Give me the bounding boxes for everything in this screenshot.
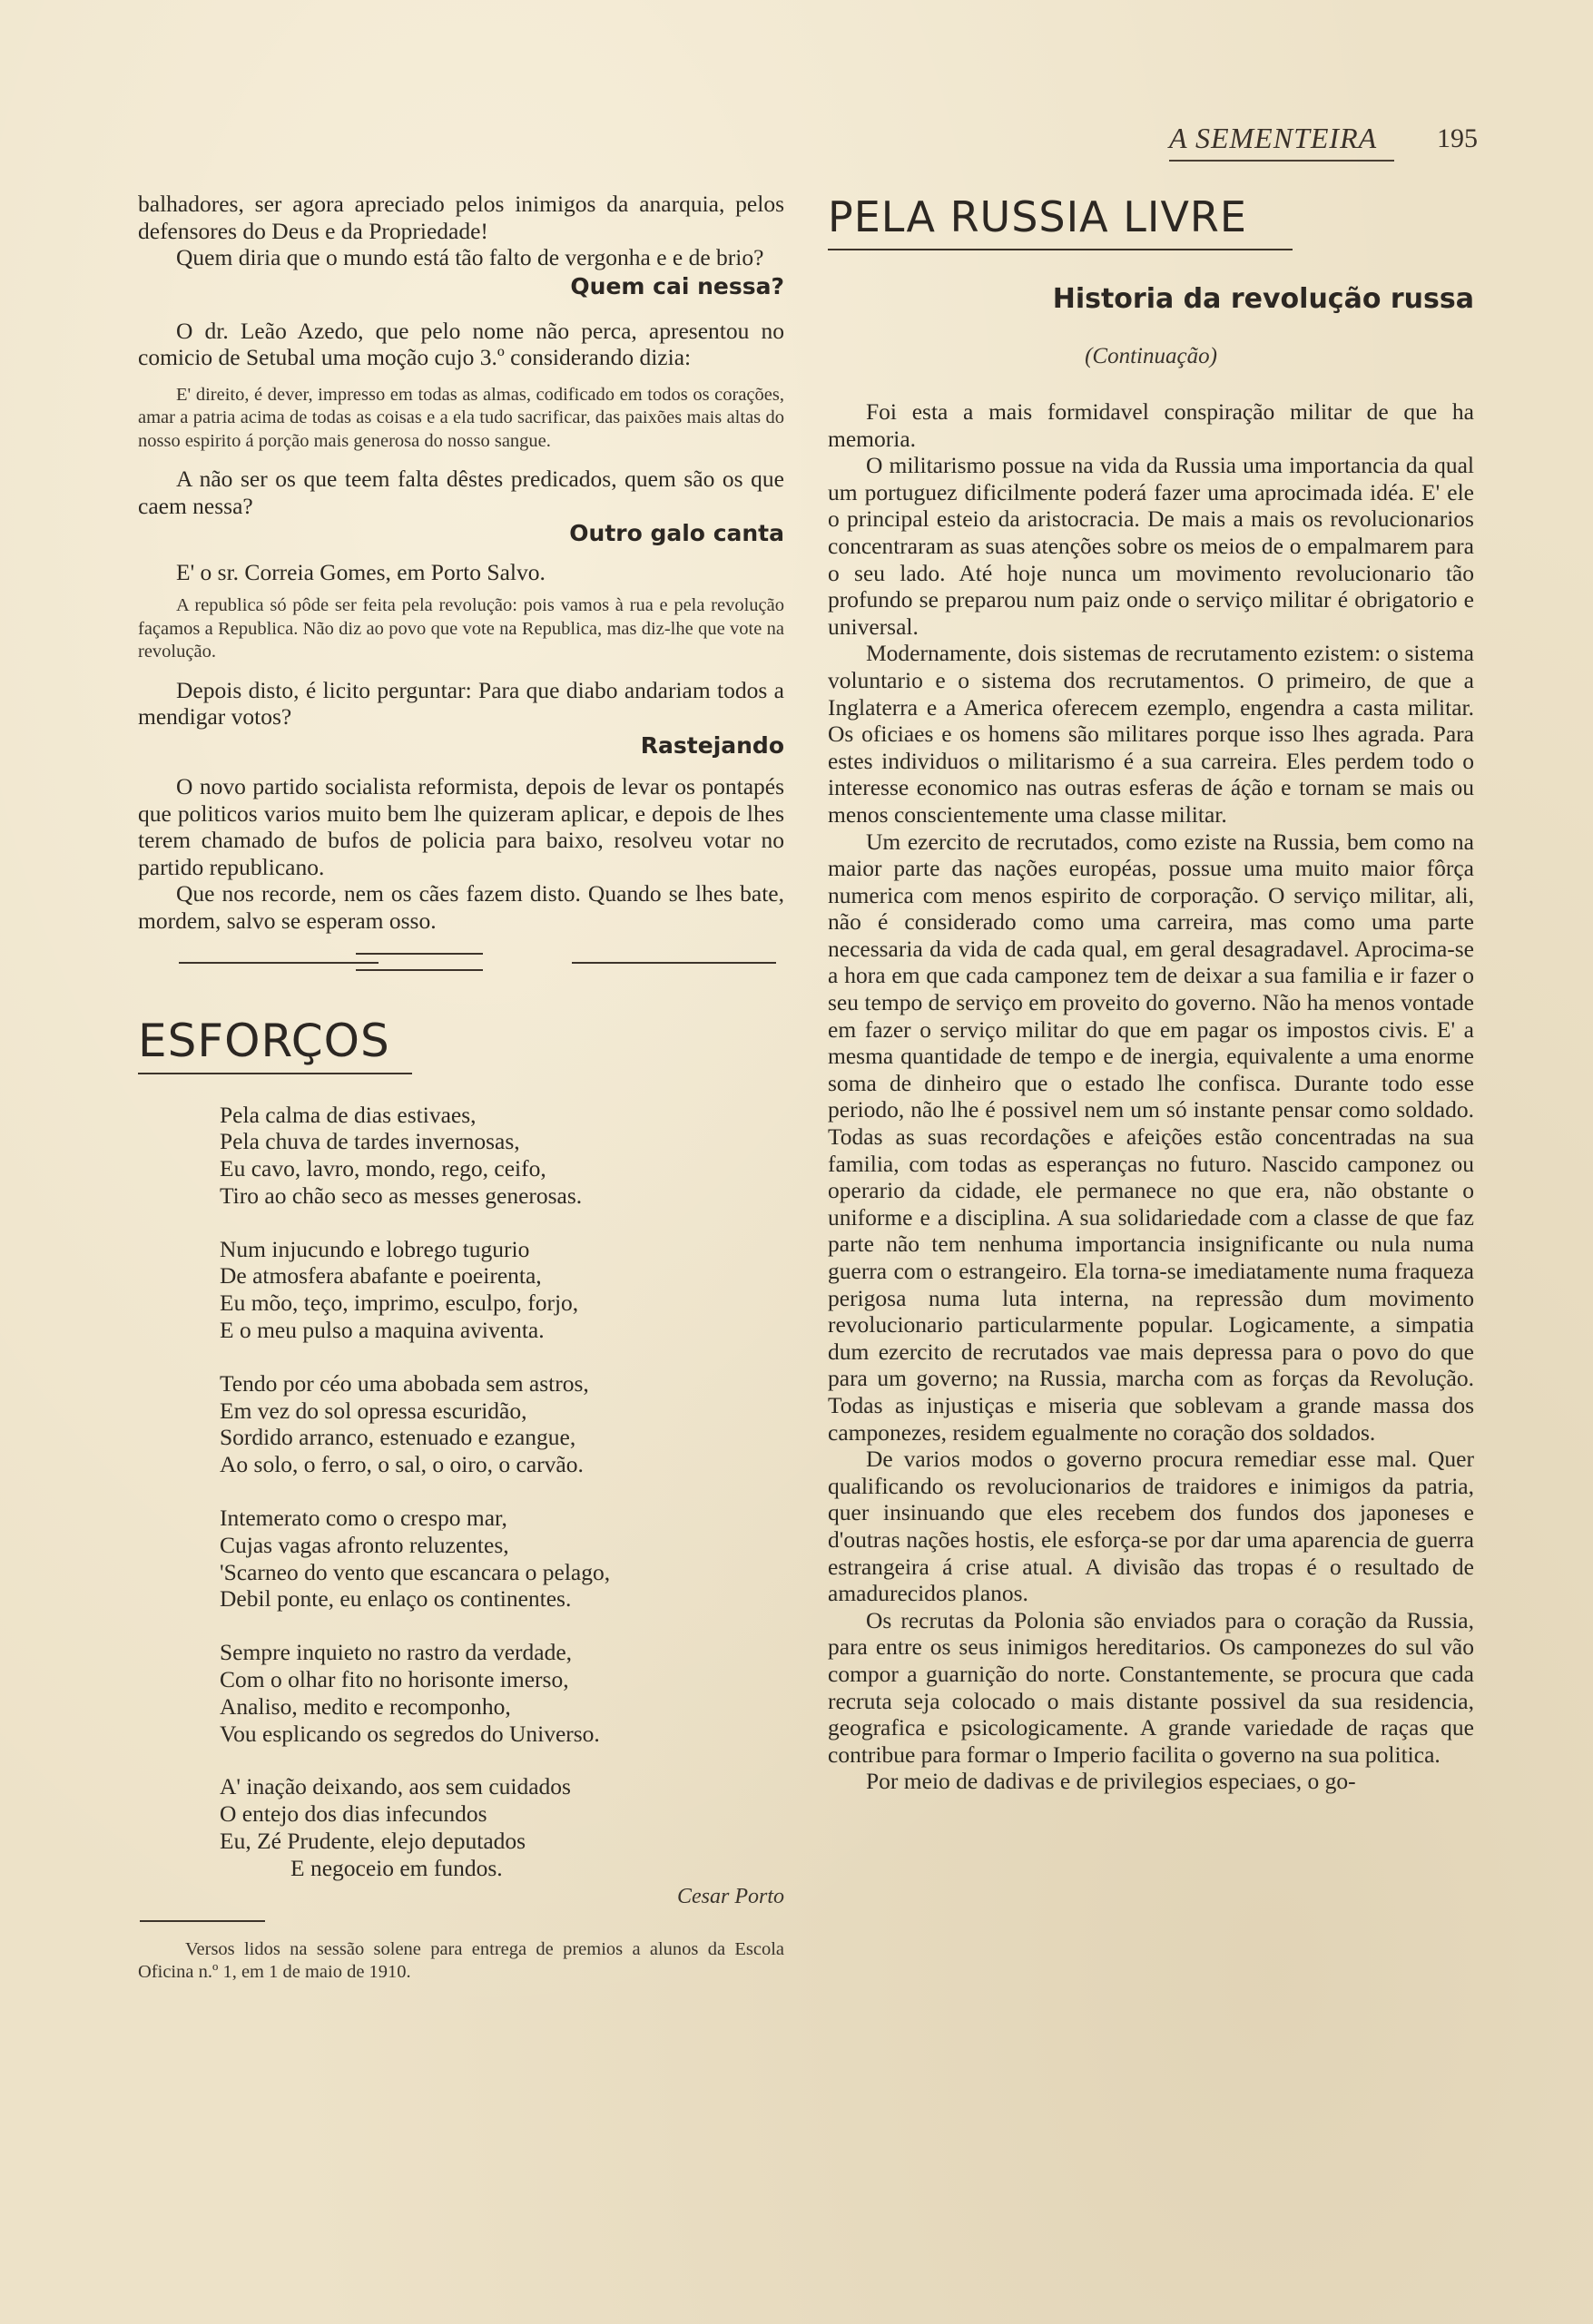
paragraph: O novo partido socialista reformista, depois de levar os pontapés que politicos varios muito bem lhe quizeram aplicar, e depois de lhes terem chamado de bufos de policia para baixo, resolveu votar no partido republicano. — [138, 772, 784, 880]
right-column — [828, 191, 1474, 1795]
poem-footnote — [138, 1938, 784, 1984]
poem-line: Vou esplicando os segredos do Universo. — [220, 1720, 600, 1747]
poem-stanza — [220, 1102, 784, 1210]
section-heading-rastejando: Rastejando — [640, 731, 784, 759]
article-title: PELA RUSSIA LIVRE — [828, 192, 1247, 241]
paragraph: balhadores, ser agora apreciado pelos inimigos da anarquia, pelos defensores do Deus e da Propriedade! — [138, 191, 784, 244]
section-outro-galo — [138, 559, 784, 586]
paragraph: E' o sr. Correia Gomes, em Porto Salvo. — [176, 558, 546, 585]
section-rastejando — [138, 773, 784, 935]
running-header — [1169, 122, 1478, 163]
poem-stanza — [220, 1236, 784, 1344]
poem-line: Intemerato como o crespo mar, — [220, 1505, 507, 1532]
page-number: 195 — [1437, 123, 1478, 153]
separator-rules — [138, 935, 784, 989]
quote-correia-gomes — [138, 594, 784, 664]
poem-stanza — [220, 1773, 784, 1881]
poem-line: Eu cavo, lavro, mondo, rego, ceifo, — [220, 1155, 546, 1182]
paragraph: A não ser os que teem falta dêstes predicados, quem são os que caem nessa? — [138, 466, 784, 520]
poem-line: De atmosfera abafante e poeirenta, — [220, 1262, 542, 1289]
section-heading-quem-cai: Quem cai nessa? — [570, 272, 784, 299]
separator-rule-left — [179, 962, 379, 964]
poem-line: Sordido arranco, estenuado e ezangue, — [220, 1424, 576, 1451]
section-quem-cai — [138, 318, 784, 371]
paragraph: Quem diria que o mundo está tão falto de vergonha e e de brio? — [176, 244, 764, 271]
intro-text — [138, 191, 784, 271]
poem-line: Em vez do sol opressa escuridão, — [220, 1397, 527, 1424]
article-paragraph: Modernamente, dois sistemas de recrutamento ezistem: o sistema voluntario e o sistema dos recrutamentos. O primeiro, de que a Inglaterra e a America oferecem ezemplo, engendra a casta militar. Os oficiaes e os homens são militares porque isso lhes agrada. Para estes individuos o militarismo é a sua carreira. Eles perdem todo o interesse economico nas outras esferas de áção e tornam se mais ou menos conscientemente uma classe militar. — [828, 640, 1474, 828]
article-paragraph: Um ezercito de recrutados, como eziste na Russia, bem como na maior parte das nações européas, possue uma muito maior fôrça numerica com menos espirito de corporação. O serviço militar, ali, não é considerado como uma carreira, mas como uma parte necessaria da vida de cada qual, em geral desagradavel. Aprocima-se a hora em que cada camponez tem de deixar a sua familia e ir fazer o seu tempo de serviço em proveito do governo. Não ha menos vontade em fazer o serviço militar do que em pagar os impostos civis. E' a mesma quantidade de tempo e de inergia, equivalente a uma enorme soma de dinheiro que o estado lhe confisca. Durante todo esse periodo, não lhe é possivel nem um só instante pensar como soldado. Todas as suas recordações e afeições estão concentradas na sua familia, com todas as esperanças no futuro. Nascido camponez ou operario da cidade, ele permanece no que era, não obstante o uniforme e a disciplina. A sua solidariedade com a classe de que faz parte não tem nenhuma importancia insignificante ou nula numa guerra com o estrangeiro. Ela torna-se imediatamente numa fraqueza perigosa numa luta interna, na repressão dum movimento revolucionario particularmente popular. Logicamente, a simpatia dum ezercito de recrutados vae mais depressa para o povo do que para um governo; na Russia, marcha com as forças da Revolução. Todas as injustiças e miseria que soblevam a grande massa dos camponezes, residem egualmente no coração dos soldados. — [828, 828, 1474, 1446]
footnote-text: Versos lidos na sessão solene para entrega de premios a alunos da Escola Oficina n.º 1, em 1 de maio de 1910. — [138, 1938, 784, 1982]
paragraph: Que nos recorde, nem os cães fazem disto. Quando se lhes bate, mordem, salvo se esperam osso. — [138, 880, 784, 934]
poem-line: Eu, Zé Prudente, elejo deputados — [220, 1828, 526, 1855]
section-quem-cai-end — [138, 466, 784, 519]
poem-line: Tiro ao chão seco as messes generosas. — [220, 1182, 583, 1209]
poem-line: O entejo dos dias infecundos — [220, 1800, 487, 1828]
poem-line: Eu mõo, teço, imprimo, esculpo, forjo, — [220, 1289, 579, 1317]
header-rule — [1169, 160, 1394, 162]
article-body — [828, 398, 1474, 1795]
poem-line: Com o olhar fito no horisonte imerso, — [220, 1666, 569, 1693]
paragraph: O dr. Leão Azedo, que pelo nome não perca, apresentou no comicio de Setubal uma moção cujo 3.º considerando dizia: — [138, 317, 784, 371]
paragraph: Depois disto, é licito perguntar: Para que diabo andariam todos a mendigar votos? — [138, 676, 784, 731]
quote-text: E' direito, é dever, impresso em todas as almas, codificado em todos os corações, amar a patria acima de todas as coisas e a ela tudo sacrificar, das paixões mais altas do nosso espirito á porção mais generosa do nosso sangue. — [138, 384, 784, 451]
section-outro-galo-end — [138, 677, 784, 731]
poem-line: Ao solo, o ferro, o sal, o oiro, o carvão. — [220, 1451, 584, 1478]
article-paragraph: De varios modos o governo procura remediar esse mal. Quer qualificando os revolucionarios de traidores e inimigos da patria, quer insinuando que eles recebem dos fundos dos japoneses e d'outras nações hostis, ele esforça-se por dar uma aparencia de guerra estrangeira á crise atual. A divisão das tropas é o resultado de amadurecidos planos. — [828, 1446, 1474, 1607]
poem-line: Analiso, medito e recomponho, — [220, 1692, 511, 1720]
poem-line: Pela chuva de tardes invernosas, — [220, 1128, 520, 1155]
poem-line: E o meu pulso a maquina aviventa. — [220, 1317, 545, 1344]
poem-line: E negoceio em fundos. — [290, 1854, 503, 1881]
article-paragraph: O militarismo possue na vida da Russia uma importancia da qual um portuguez dificilmente poderá fazer uma aprocimada idéa. E' ele o principal esteio da aristocracia. De mais a mais os revolucionarios concentraram as suas atenções sobre os meios de o empalmarem para o seu lado. Até hoje nunca um movimento revolucionario tão profundo se preparou num paiz onde o serviço militar é obrigatorio e universal. — [828, 452, 1474, 640]
separator-rule-center-bottom — [356, 969, 483, 971]
poem-stanza — [220, 1639, 784, 1747]
separator-rule-center-top — [356, 953, 483, 955]
continuation-note: (Continuação) — [1085, 344, 1217, 368]
article-paragraph: Por meio de dadivas e de privilegios especiaes, o go- — [866, 1768, 1356, 1795]
left-column — [138, 191, 784, 1984]
poem-body — [138, 1102, 784, 1882]
article-paragraph: Foi esta a mais formidavel conspiração militar de que ha memoria. — [828, 398, 1474, 452]
poem-line: Debil ponte, eu enlaço os continentes. — [220, 1585, 572, 1613]
poem-line: Pela calma de dias estivaes, — [220, 1101, 477, 1128]
quote-moção — [138, 384, 784, 454]
poem-line: Cujas vagas afronto reluzentes, — [220, 1531, 509, 1558]
poem-line: 'Scarneo do vento que escancara o pelago, — [220, 1558, 611, 1585]
poem-line: Tendo por céo uma abobada sem astros, — [220, 1369, 589, 1397]
article-subtitle: Historia da revolução russa — [1052, 283, 1474, 315]
publication-title: A SEMENTEIRA — [1169, 122, 1378, 154]
poem-title: ESFORÇOS — [138, 1014, 390, 1067]
poem-line: Sempre inquieto no rastro da verdade, — [220, 1639, 573, 1666]
poem-line: Num injucundo e lobrego tugurio — [220, 1235, 530, 1262]
poem-line: A' inação deixando, aos sem cuidados — [220, 1773, 571, 1800]
article-paragraph: Os recrutas da Polonia são enviados para o coração da Russia, para entre os seus inimigos hereditarios. Os camponezes do sul vão compor a guarnição do norte. Constantemente, se procura que cada recruta seja colocado o mais distante possivel da sua residencia, geografica e psicologicamente. A grande variedade de raças que contribue para formar o Imperio facilita o governo na sua politica. — [828, 1606, 1474, 1768]
quote-text: A republica só pôde ser feita pela revolução: pois vamos à rua e pela revolução façamos a Republica. Não diz ao povo que vote na Republica, mas diz-lhe que vote na revolução. — [138, 595, 784, 662]
footnote-rule — [140, 1920, 265, 1922]
poem-stanza — [220, 1505, 784, 1613]
poem-signature: Cesar Porto — [676, 1884, 784, 1908]
section-heading-outro-galo: Outro galo canta — [569, 519, 784, 546]
poem-title-rule — [138, 1073, 412, 1074]
poem-stanza — [220, 1370, 784, 1478]
article-title-rule — [828, 249, 1293, 250]
separator-rule-right — [572, 962, 776, 964]
